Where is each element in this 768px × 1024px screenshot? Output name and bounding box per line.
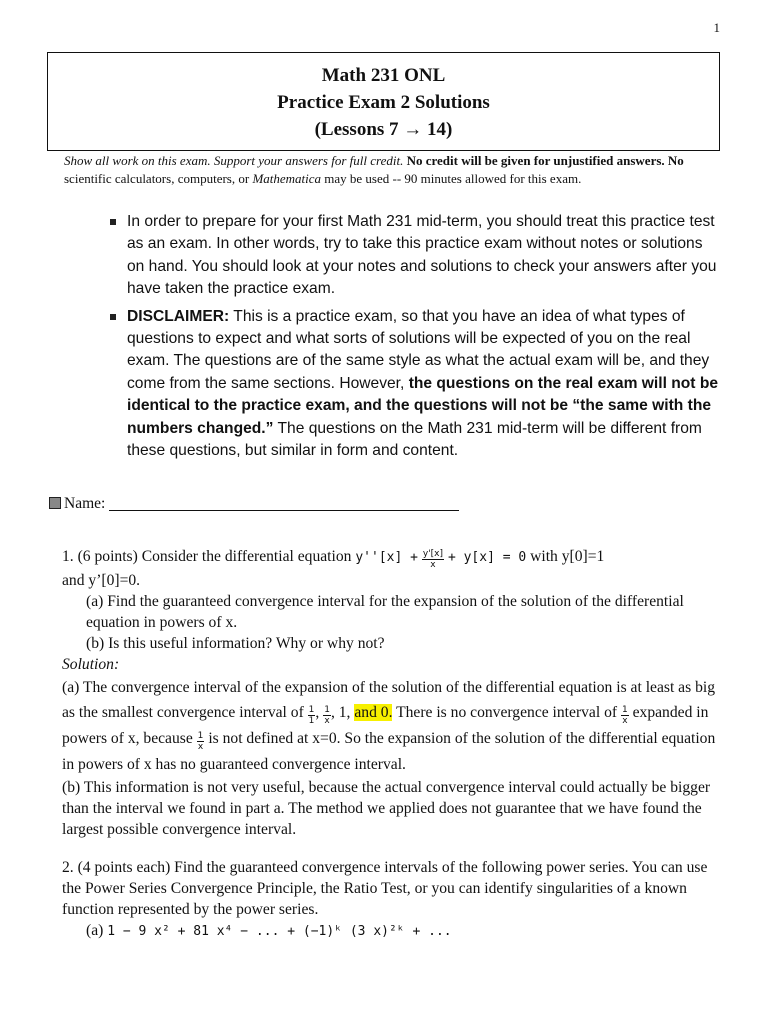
disclaimer-text: This is a practice exam, so that you have an idea of what types of questions to expect and what sorts of solutions will be expected of you on the real exam. The questions are of the same style as what the actual exam will be, and they come from the same sections. However,	[127, 307, 710, 392]
page-number: 1	[713, 20, 720, 35]
name-field-row	[49, 495, 459, 513]
frac-one-over-x	[621, 705, 629, 726]
disclaimer-label: DISCLAIMER:	[127, 307, 230, 325]
disclaimer-end: The questions on the Math 231 mid-term will be different from these questions, but similar in form and content.	[127, 419, 702, 460]
q1-eq-frac-den: x	[430, 560, 436, 570]
bullet-square-icon	[110, 314, 116, 320]
bullet-prepare-text: In order to prepare for your first Math 231 mid-term, you should treat this practice test as an exam. In other words, try to take this practice exam without notes or solutions on hand. You should look at your notes and solutions to check your answers after you have taken the practice exam.	[127, 213, 717, 298]
instructions	[64, 152, 704, 188]
q1-cond1: with y[0]=1	[530, 548, 605, 565]
frac-den: 1	[308, 716, 315, 726]
solution-a-one: , 1,	[330, 704, 351, 721]
solution-b: (b) This information is not very useful, because the actual convergence interval could actually be bigger than the interval we found in part a. The method we applied does not guarantee that we have found the largest possible convergence interval.	[62, 779, 711, 838]
q2-a-series: 1 − 9 x² + 81 x⁴ − ... + (−1)ᵏ (3 x)²ᵏ + ...	[107, 924, 452, 939]
solution-label: Solution:	[62, 656, 120, 673]
instructions-bold: No credit will be given for unjustified answers. No	[406, 153, 684, 168]
instructions-rest: may be used -- 90 minutes allowed for this exam.	[324, 171, 582, 186]
frac-num: 1	[621, 705, 628, 715]
q2-intro: 2. (4 points each) Find the guaranteed convergence intervals of the following power series. You can use the Power Series Convergence Principle, the Ratio Test, or you can identify singularities of a known function represented by the power series.	[62, 859, 708, 918]
q2-part-a	[62, 920, 722, 942]
checkbox-square-icon	[49, 497, 61, 509]
instructions-mid: scientific calculators, computers, or	[64, 171, 250, 186]
frac-one-over-x	[197, 731, 205, 752]
q1-intro-line	[62, 546, 722, 570]
frac-num: 1	[308, 705, 315, 715]
questions	[62, 546, 722, 942]
solution-a-expanded: expanded in powers of x, because	[62, 704, 709, 747]
instructions-italic: Show all work on this exam. Support your answers for full credit.	[64, 153, 404, 168]
highlighted-and-zero: and 0.	[354, 704, 393, 721]
solution-a-there-is-no: There is no	[396, 704, 467, 721]
frac-den: x	[197, 742, 204, 752]
q2-a-label: (a)	[86, 922, 104, 939]
frac-den: x	[622, 716, 628, 726]
q1-eq-frac-num: y'[x]	[422, 549, 444, 559]
instructions-mathematica: Mathematica	[252, 171, 322, 186]
solution-a-conv: convergence interval of	[470, 704, 618, 721]
solution-a-end: is not defined at x=0. So the expansion of the solution of the differential equation in powers of x has no guaranteed convergence interval.	[62, 730, 716, 773]
bullet-list	[110, 211, 720, 467]
bullet-disclaimer	[110, 306, 720, 463]
disclaimer-bold: the questions on the real exam will not be identical to the practice exam, and the questions will not be “the same with the numbers changed.”	[127, 374, 719, 437]
course-title: Math 231 ONL	[321, 65, 446, 86]
exam-title: Practice Exam 2 Solutions	[277, 92, 490, 113]
q1-eq-fraction	[422, 549, 444, 570]
solution-a-text: (a) The convergence interval of the expansion of the solution of the differential equation is at least as big as the smallest convergence interval of	[62, 679, 715, 721]
q1-eq-left: y''[x] +	[355, 550, 418, 565]
name-label: Name:	[64, 495, 106, 512]
q1-part-a: (a) Find the guaranteed convergence interval for the expansion of the solution of the differential equation in powers of x.	[86, 593, 684, 631]
frac-one-over-x	[323, 705, 331, 726]
q1-intro: 1. (6 points) Consider the differential equation	[62, 548, 352, 565]
frac-num: 1	[324, 705, 330, 715]
q1-cond2: and y’[0]=0.	[62, 572, 141, 589]
solution-a-line	[62, 675, 722, 777]
lessons-title: (Lessons 7 → 14)	[314, 119, 453, 140]
name-blank	[109, 496, 459, 511]
frac-sep: ,	[315, 704, 320, 721]
frac-den: x	[324, 716, 330, 726]
bullet-square-icon	[110, 219, 116, 225]
q1-eq-right: + y[x] = 0	[447, 550, 527, 565]
frac-num: 1	[197, 731, 204, 741]
title-box	[47, 52, 720, 151]
q1-part-b: (b) Is this useful information? Why or why not?	[86, 635, 385, 652]
bullet-prepare	[110, 211, 720, 301]
